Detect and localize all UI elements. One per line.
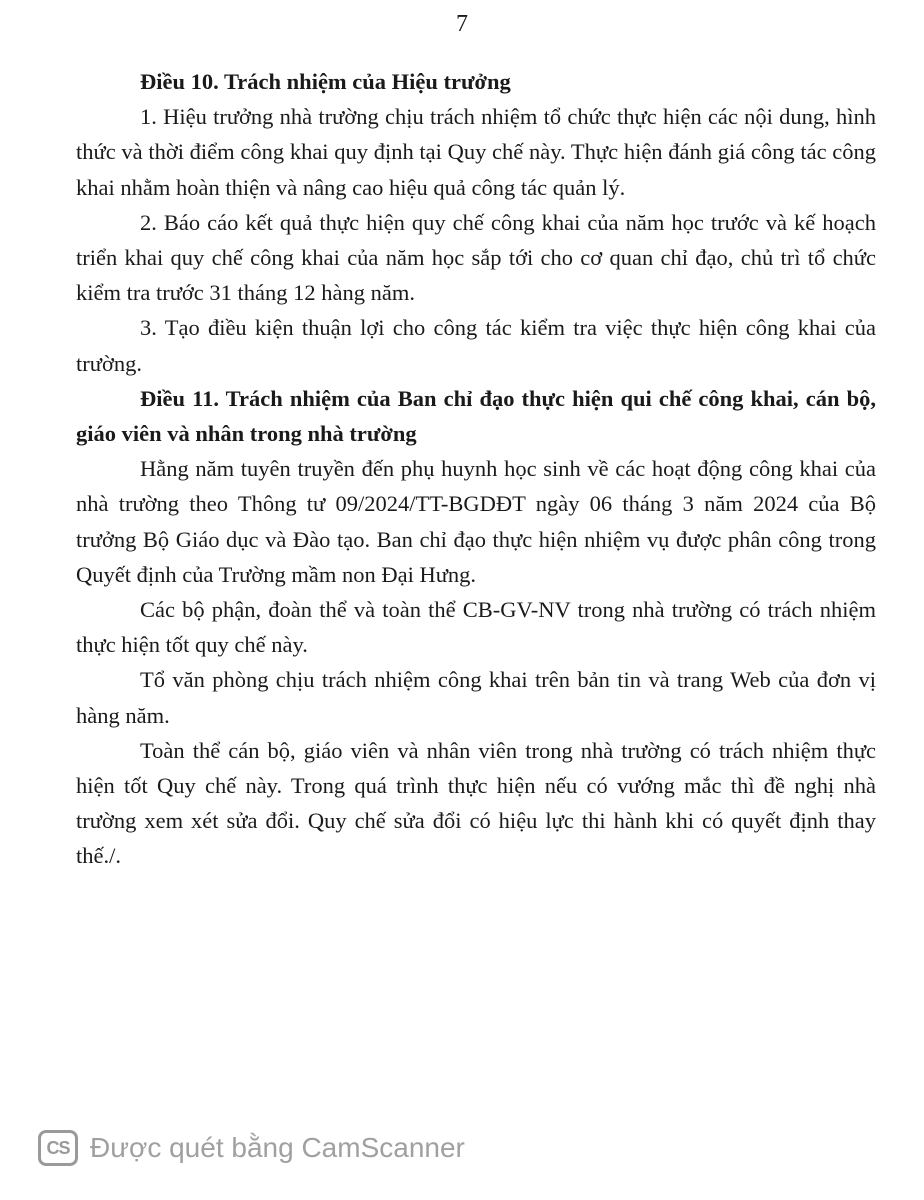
article-11-paragraph-2: Các bộ phận, đoàn thể và toàn thể CB-GV-NV trong nhà trường có trách nhiệm thực hiện tốt quy chế này. bbox=[76, 597, 876, 658]
article-10-heading: Điều 10. Trách nhiệm của Hiệu trưởng bbox=[140, 69, 511, 94]
document-body bbox=[76, 64, 876, 874]
article-10-paragraph-3: 3. Tạo điều kiện thuận lợi cho công tác kiểm tra việc thực hiện công khai của trường. bbox=[76, 315, 876, 376]
article-11-paragraph-1: Hằng năm tuyên truyền đến phụ huynh học sinh về các hoạt động công khai của nhà trường theo Thông tư 09/2024/TT-BGDĐT ngày 06 tháng 3 năm 2024 của Bộ trưởng Bộ Giáo dục và Đào tạo. Ban chỉ đạo thực hiện nhiệm vụ được phân công trong Quyết định của Trường mầm non Đại Hưng. bbox=[76, 456, 876, 587]
article-11-heading: Điều 11. Trách nhiệm của Ban chỉ đạo thực hiện qui chế công khai, cán bộ, giáo viên và nhân trong nhà trường bbox=[76, 385, 876, 447]
article-10-paragraph-2: 2. Báo cáo kết quả thực hiện quy chế công khai của năm học trước và kế hoạch triển khai quy chế công khai của năm học sắp tới cho cơ quan chỉ đạo, chủ trì tổ chức kiểm tra trước 31 tháng 12 hàng năm. bbox=[76, 209, 876, 306]
camscanner-watermark bbox=[38, 1128, 465, 1168]
article-10-paragraph-1: 1. Hiệu trưởng nhà trường chịu trách nhiệm tổ chức thực hiện các nội dung, hình thức và thời điểm công khai quy định tại Quy chế này. Thực hiện đánh giá công tác công khai nhằm hoàn thiện và nâng cao hiệu quả công tác quản lý. bbox=[76, 104, 876, 200]
camscanner-watermark-text: Được quét bằng CamScanner bbox=[90, 1132, 465, 1163]
page-number: 7 bbox=[456, 11, 468, 37]
article-11-paragraph-3: Tổ văn phòng chịu trách nhiệm công khai trên bản tin và trang Web của đơn vị hàng năm. bbox=[76, 667, 876, 728]
article-11-paragraph-4: Toàn thể cán bộ, giáo viên và nhân viên trong nhà trường có trách nhiệm thực hiện tốt Quy chế này. Trong quá trình thực hiện nếu có vướng mắc thì đề nghị nhà trường xem xét sửa đổi. Quy chế sửa đổi có hiệu lực thi hành khi có quyết định thay thế./. bbox=[76, 737, 876, 869]
camscanner-logo-icon: CS bbox=[38, 1130, 78, 1166]
